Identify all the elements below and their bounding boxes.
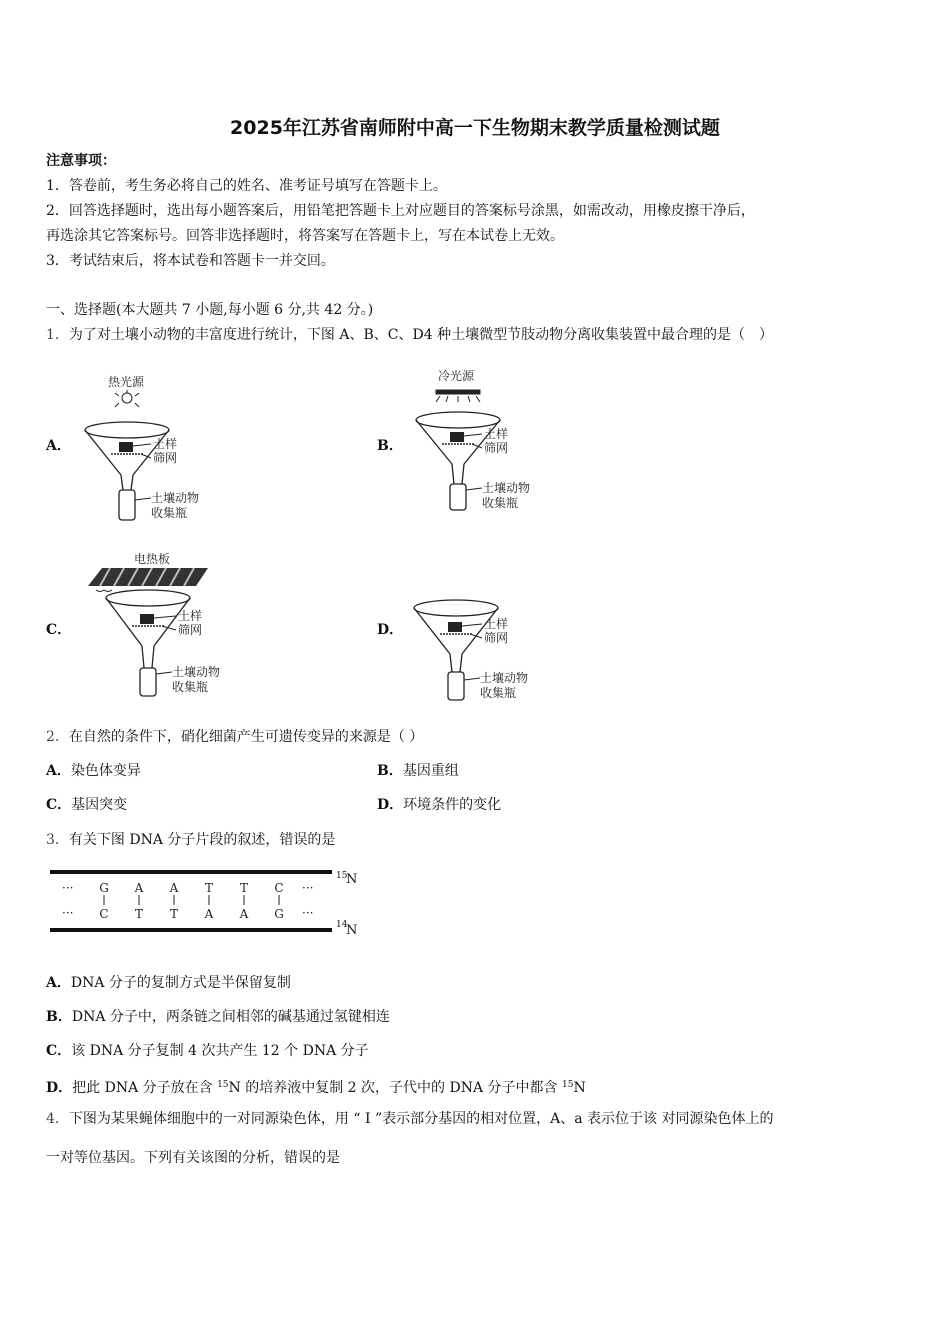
option-text: 基因突变 — [71, 797, 128, 813]
hot-plate-icon — [88, 568, 208, 592]
funnel-figure-c — [80, 550, 240, 706]
option-a — [46, 761, 141, 781]
section-heading: 一、选择题(本大题共 7 小题,每小题 6 分,共 42 分。) — [46, 302, 374, 318]
option-text-mid: N 的培养液中复制 2 次，子代中的 DNA 分子中都含 — [228, 1080, 562, 1096]
option-text: 环境条件的变化 — [403, 797, 502, 813]
option-label: C． — [46, 1043, 72, 1059]
option-text: 基因重组 — [402, 763, 459, 779]
dna-base-bottom: A — [204, 907, 214, 921]
soil-sample — [140, 614, 154, 624]
dna-base-bottom: T — [134, 907, 144, 921]
option-label: B． — [377, 763, 403, 779]
dna-ellipsis: ··· — [62, 906, 74, 920]
option-label: A． — [46, 975, 71, 991]
option-text: 染色体变异 — [70, 763, 141, 779]
question-text: 下图为某果蝇体细胞中的一对同源染色体，用 “ I ”表示部分基因的相对位置，A、a 表示位于该 对同源染色体上的 — [68, 1111, 774, 1127]
dna-ellipsis: ··· — [302, 881, 314, 895]
animal-label: 土壤动物 — [172, 665, 221, 679]
mesh-label: 筛网 — [178, 623, 203, 637]
dna-base-bottom: C — [99, 907, 109, 921]
question-number: 3． — [46, 832, 69, 848]
page-title: 2025年江苏省南师附中高一下生物期末教学质量检测试题 — [230, 117, 720, 139]
dna-ellipsis: ··· — [62, 881, 74, 895]
mesh-label: 筛网 — [484, 631, 509, 645]
dna-ellipsis: ··· — [302, 906, 314, 920]
dna-diagram — [46, 862, 366, 942]
option-text: DNA 分子中，两条链之间相邻的碱基通过氢键相连 — [71, 1009, 390, 1025]
notice-item: 2．回答选择题时，选出每小题答案后，用铅笔把答题卡上对应题目的答案标号涂黑，如需改动，用橡皮擦干净后， — [46, 203, 755, 219]
dna-base-top: C — [274, 881, 284, 895]
dna-bases — [99, 881, 284, 921]
bottle-label: 收集瓶 — [151, 506, 188, 520]
bottle-label: 收集瓶 — [480, 686, 517, 700]
dna-base-top: T — [204, 881, 214, 895]
soil-sample — [448, 622, 462, 632]
option-a — [46, 973, 291, 993]
dna-bottom-strand — [50, 928, 332, 932]
question-2 — [46, 727, 423, 747]
dna-base-bottom: T — [169, 907, 179, 921]
question-4-cont: 一对等位基因。下列有关该图的分析，错误的是 — [46, 1150, 340, 1166]
bulb-icon — [115, 390, 139, 407]
option-label: A． — [46, 438, 71, 454]
cold-source-label: 冷光源 — [438, 369, 475, 383]
notice-item: 1．答卷前，考生务必将自己的姓名、准考证号填写在答题卡上。 — [46, 178, 447, 194]
soil-label: 土样 — [153, 437, 178, 451]
dna-base-top: A — [169, 881, 179, 895]
option-d — [377, 795, 501, 815]
question-3 — [46, 830, 335, 850]
option-b — [46, 1007, 390, 1027]
soil-label: 土样 — [484, 617, 509, 631]
top-isotope-element: N — [346, 872, 358, 887]
option-label: D． — [377, 797, 404, 813]
isotope-superscript: 15 — [561, 1080, 574, 1090]
notice-item: 再选涂其它答案标号。回答非选择题时，将答案写在答题卡上，写在本试卷上无效。 — [46, 228, 564, 244]
soil-sample — [119, 442, 133, 452]
dna-base-top: A — [134, 881, 144, 895]
mesh-label: 筛网 — [484, 441, 509, 455]
bottle-label: 收集瓶 — [482, 496, 519, 510]
dna-base-top: T — [239, 881, 249, 895]
hot-plate-label: 电热板 — [134, 552, 171, 566]
question-number: 4． — [46, 1111, 69, 1127]
soil-label: 土样 — [178, 609, 203, 623]
animal-label: 土壤动物 — [482, 481, 531, 495]
question-1 — [46, 325, 773, 345]
option-text: DNA 分子的复制方式是半保留复制 — [70, 975, 291, 991]
bottom-isotope-element: N — [346, 923, 358, 938]
heat-source-label: 热光源 — [108, 375, 145, 389]
animal-label: 土壤动物 — [151, 491, 200, 505]
option-d — [46, 1075, 586, 1098]
option-b — [377, 761, 459, 781]
option-label: A． — [46, 763, 71, 779]
funnel-figure-d — [408, 592, 558, 708]
soil-sample — [450, 432, 464, 442]
question-text: 为了对土壤小动物的丰富度进行统计，下图 A、B、C、D4 种土壤微型节肢动物分离收集装置中最合理的是（ ） — [68, 327, 774, 343]
bottom-isotope-mass: 14 — [336, 920, 348, 930]
option-text-before: 把此 DNA 分子放在含 — [72, 1080, 218, 1096]
soil-label: 土样 — [484, 427, 509, 441]
option-label: D． — [46, 1080, 73, 1096]
bottle-label: 收集瓶 — [172, 680, 209, 694]
question-number: 1． — [46, 327, 69, 343]
option-text-after: N — [573, 1080, 586, 1096]
option-c — [46, 795, 127, 815]
isotope-superscript: 15 — [217, 1080, 229, 1090]
cold-light-icon — [436, 390, 480, 402]
option-label: D． — [377, 622, 404, 638]
option-label: B． — [377, 438, 403, 454]
notice-item: 3．考试结束后，将本试卷和答题卡一并交回。 — [46, 253, 335, 269]
option-label: B． — [46, 1009, 72, 1025]
option-text: 该 DNA 分子复制 4 次共产生 12 个 DNA 分子 — [71, 1043, 369, 1059]
question-text: 有关下图 DNA 分子片段的叙述，错误的是 — [68, 832, 336, 848]
question-text: 在自然的条件下，硝化细菌产生可遗传变异的来源是（ ） — [68, 729, 424, 745]
question-4 — [46, 1109, 773, 1129]
question-number: 2． — [46, 729, 69, 745]
notice-heading: 注意事项： — [46, 153, 116, 169]
funnel-figure-b — [408, 364, 558, 520]
dna-base-bottom: G — [274, 907, 284, 921]
top-isotope-mass: 15 — [336, 871, 348, 881]
option-c — [46, 1041, 369, 1061]
dna-top-strand — [50, 870, 332, 874]
option-label: C． — [46, 797, 72, 813]
mesh-label: 筛网 — [153, 451, 178, 465]
funnel — [414, 600, 498, 700]
dna-base-bottom: A — [239, 907, 249, 921]
option-label: C． — [46, 622, 72, 638]
dna-base-top: G — [99, 881, 109, 895]
animal-label: 土壤动物 — [480, 671, 529, 685]
funnel-figure-a — [75, 370, 225, 526]
